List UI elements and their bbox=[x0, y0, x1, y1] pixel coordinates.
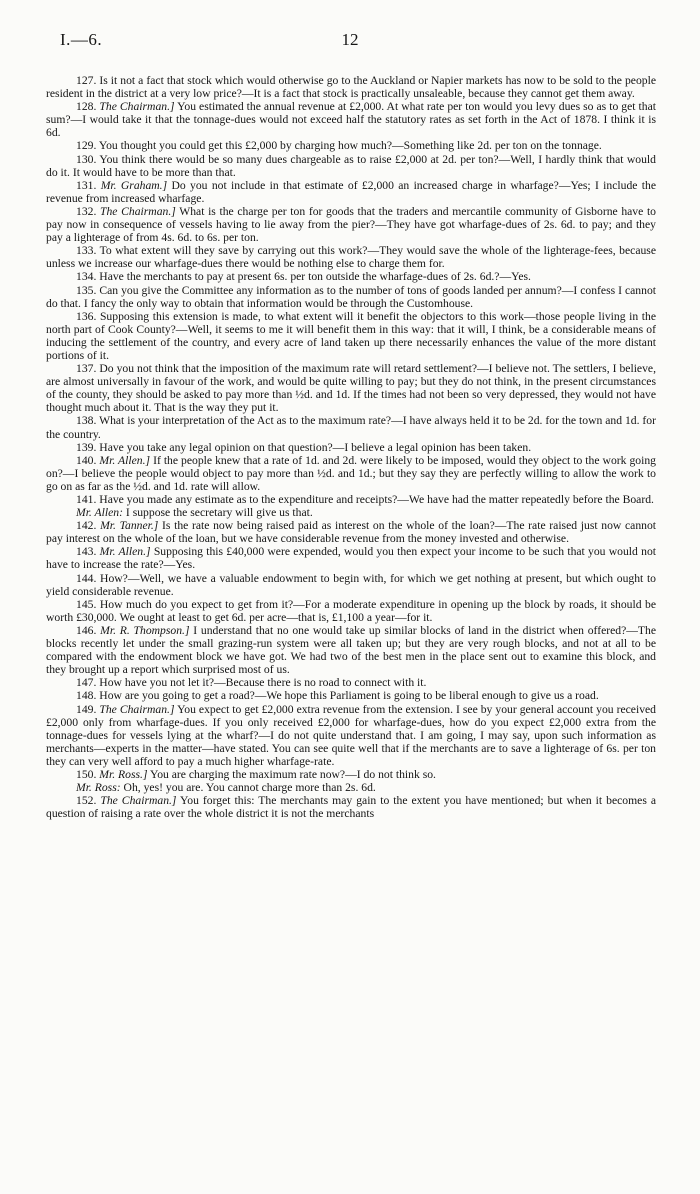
paragraph-text: You are charging the maximum rate now?—I do not think so. bbox=[149, 767, 436, 781]
evidence-paragraph bbox=[46, 624, 656, 676]
evidence-paragraph bbox=[46, 493, 656, 506]
speaker-name: Mr. Allen: bbox=[76, 506, 123, 520]
paragraph-text: 139. Have you take any legal opinion on that question?—I believe a legal opinion has been taken. bbox=[76, 440, 532, 454]
evidence-paragraph bbox=[46, 768, 656, 781]
evidence-paragraph bbox=[46, 545, 656, 571]
evidence-paragraph bbox=[46, 794, 656, 820]
evidence-paragraph bbox=[46, 414, 656, 440]
speaker-name: The Chairman.] bbox=[99, 100, 175, 114]
speaker-name: Mr. Graham.] bbox=[100, 178, 168, 192]
question-number: 149. bbox=[76, 702, 100, 716]
paragraph-text: 134. Have the merchants to pay at present 6s. per ton outside the wharfage-dues of 2s. 6d.?—Yes. bbox=[76, 270, 531, 284]
evidence-paragraph bbox=[46, 441, 656, 454]
paragraph-text: I suppose the secretary will give us that. bbox=[125, 506, 313, 520]
speaker-name: Mr. Allen.] bbox=[99, 453, 151, 467]
speaker-name: The Chairman.] bbox=[100, 204, 176, 218]
paragraph-text: Do you not include in that estimate of £2,000 an increased charge in wharfage?—Yes; I include the revenue from increased wharfage. bbox=[46, 178, 656, 205]
paragraph-text: 147. How have you not let it?—Because there is no road to connect with it. bbox=[76, 676, 427, 690]
speaker-name: The Chairman.] bbox=[100, 794, 177, 808]
page-number: 12 bbox=[341, 30, 359, 49]
paragraph-text: 148. How are you going to get a road?—We hope this Parliament is going to be liberal enough to give us a road. bbox=[76, 689, 599, 703]
evidence-paragraph bbox=[46, 519, 656, 545]
paragraph-text: If the people knew that a rate of 1d. and 2d. were likely to be imposed, would they object to the work going on?—I believe the people would object to pay more than ½d. and 1d.; but they say they are perfectly willing to allow the work to go on as far as the ½d. and 1d. rate will allow. bbox=[46, 453, 656, 493]
paragraph-text: You estimated the annual revenue at £2,000. At what rate per ton would you levy dues so as to get that sum?—I would take it that the tonnage-dues would not exceed half the statutory rates as set forth in the Act of 1878. I think it is 6d. bbox=[46, 100, 656, 140]
paragraph-text: You expect to get £2,000 extra revenue from the extension. I see by your general account you received £2,000 only from wharfage-dues. If you only received £2,000 for wharfage-dues, how do you expect £2,000 extra from the tonnage-dues for vessels lying at the wharf?—I do not quite understand that. I am going, I may say, upon such information as merchants—experts in the matter—have stated. You can see quite well that if the merchants are to save a lighterage of 6s. per ton they can very well afford to pay a much higher wharfage-rate. bbox=[46, 702, 657, 768]
paragraph-text: 127. Is it not a fact that stock which would otherwise go to the Auckland or Napier markets has now to be sold to the people resident in the district at a very low price?—It is a fact that stock is practically unsaleable, because they cannot get them away. bbox=[46, 74, 656, 101]
paragraph-text: I understand that no one would take up similar blocks of land in the district when offered?—The blocks recently let under the small grazing-run system were all taken up; but they are very rough blocks, and not at all to be compared with the endowment block we have got. We had two of the best men in the place sent out to examine this block, and they brought up a report which surprised most of us. bbox=[46, 623, 656, 677]
evidence-paragraph bbox=[46, 100, 656, 139]
evidence-paragraph bbox=[46, 676, 656, 689]
question-number: 152. bbox=[76, 794, 101, 808]
evidence-paragraph bbox=[46, 781, 656, 794]
evidence-paragraph bbox=[46, 506, 656, 519]
evidence-paragraph bbox=[46, 270, 656, 283]
page-header bbox=[60, 30, 640, 54]
evidence-paragraph bbox=[46, 284, 656, 310]
paragraph-text: Supposing this £40,000 were expended, would you then expect your income to be such that you would not have to increase the rate?—Yes. bbox=[46, 545, 656, 572]
speaker-name: Mr. R. Thompson.] bbox=[100, 623, 190, 637]
paragraph-text: 133. To what extent will they save by carrying out this work?—They would save the whole of the lighterage-fees, because unless we increase our wharfage-dues there would be nothing else to charge them for. bbox=[46, 244, 656, 271]
paragraph-text: 141. Have you made any estimate as to the expenditure and receipts?—We have had the matter repeatedly before the Board. bbox=[76, 493, 654, 506]
speaker-name: The Chairman.] bbox=[99, 702, 175, 716]
speaker-name: Mr. Allen.] bbox=[99, 545, 151, 559]
evidence-paragraph bbox=[46, 244, 656, 270]
question-number: 146. bbox=[76, 623, 101, 637]
paragraph-text: You forget this: The merchants may gain to the extent you have mentioned; but when it becomes a question of raising a rate over the whole district it is not the merchants bbox=[46, 794, 657, 821]
evidence-paragraph bbox=[46, 362, 656, 414]
evidence-paragraph bbox=[46, 74, 656, 100]
speaker-name: Mr. Tanner.] bbox=[100, 519, 159, 533]
evidence-paragraph bbox=[46, 598, 656, 624]
evidence-paragraph bbox=[46, 153, 656, 179]
question-number: 131. bbox=[76, 178, 101, 192]
question-number: 140. bbox=[76, 453, 100, 467]
evidence-paragraph bbox=[46, 703, 656, 768]
question-number: 142. bbox=[76, 519, 101, 533]
document-reference: I.—6. bbox=[60, 30, 103, 49]
evidence-paragraph bbox=[46, 454, 656, 493]
paragraph-text: What is the charge per ton for goods that the traders and mercantile community of Gisborne have to pay now in consequence of vessels having to lie away from the pier?—They have got wharfage-dues of 2s. 6d. to pay; and they pay a lighterage of from 4s. 6d. to 6s. per ton. bbox=[46, 204, 656, 245]
paragraph-text: 135. Can you give the Committee any information as to the number of tons of goods landed per annum?—I confess I cannot do that. I fancy the only way to obtain that information would be through the Customhouse. bbox=[46, 283, 656, 310]
paragraph-text: 129. You thought you could get this £2,000 by charging how much?—Something like 2d. per ton on the tonnage. bbox=[76, 139, 602, 153]
question-number: 150. bbox=[76, 767, 100, 781]
evidence-text bbox=[46, 74, 656, 820]
evidence-paragraph bbox=[46, 205, 656, 244]
evidence-paragraph bbox=[46, 310, 656, 362]
paragraph-text: 144. How?—Well, we have a valuable endowment to begin with, for which we get nothing at present, but which ought to yield considerable revenue. bbox=[46, 571, 656, 598]
paragraph-text: Is the rate now being raised paid as interest on the whole of the loan?—The rate raised just now cannot pay interest on the whole of the loan, but we have considerable revenue from the money invested and otherwise. bbox=[46, 519, 657, 546]
paragraph-text: 130. You think there would be so many dues chargeable as to raise £2,000 at 2d. per ton?—Well, I hardly think that would do it. It would have to be more than that. bbox=[46, 152, 656, 179]
speaker-name: Mr. Ross: bbox=[76, 781, 121, 795]
paragraph-text: 138. What is your interpretation of the Act as to the maximum rate?—I have always held it to be 2d. for the town and 1d. for the country. bbox=[46, 414, 656, 441]
question-number: 128. bbox=[76, 100, 100, 114]
speaker-name: Mr. Ross.] bbox=[99, 767, 148, 781]
question-number: 132. bbox=[76, 204, 101, 218]
evidence-paragraph bbox=[46, 139, 656, 152]
evidence-paragraph bbox=[46, 179, 656, 205]
evidence-paragraph bbox=[46, 689, 656, 702]
paragraph-text: Oh, yes! you are. You cannot charge more than 2s. 6d. bbox=[123, 781, 376, 795]
paragraph-text: 137. Do you not think that the imposition of the maximum rate will retard settlement?—I believe not. The settlers, I believe, are almost universally in favour of the work, and would be quite willing to pay; but they do not think, in the present circumstances of the county, they should be asked to pay more than ½d. and 1d. If the times had not been so very depressed, they would not have thought much about it. That is the way they put it. bbox=[46, 362, 656, 415]
question-number: 143. bbox=[76, 545, 100, 559]
paragraph-text: 145. How much do you expect to get from it?—For a moderate expenditure in opening up the block by roads, it should be worth £30,000. We ought at least to get 6d. per acre—that is, £1,100 a year—for it. bbox=[46, 597, 656, 624]
evidence-paragraph bbox=[46, 572, 656, 598]
paragraph-text: 136. Supposing this extension is made, to what extent will it benefit the objectors to this work—those people living in the north part of Cook County?—Well, it seems to me it will benefit them in this way: that it will, I think, be a considerable means of inducing the settlement of the country, and every acre of land taken up there necessarily enhances the value of the more distant portions of it. bbox=[46, 309, 656, 362]
